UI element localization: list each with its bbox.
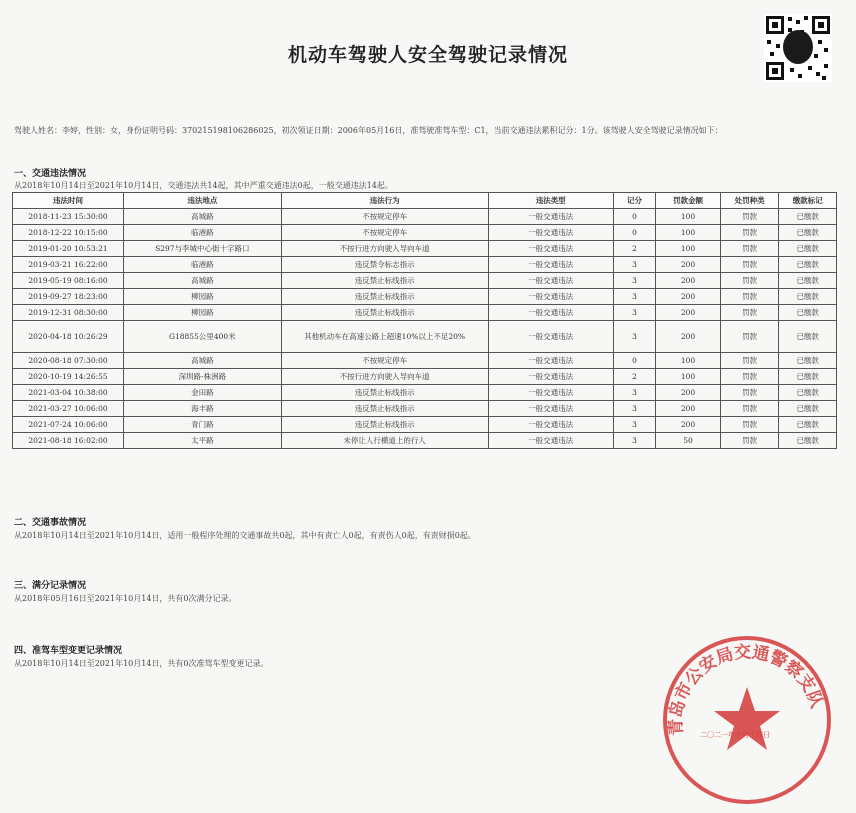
- table-row: [13, 305, 837, 321]
- cell-punishment: 罚款: [720, 433, 779, 449]
- table-row: [13, 385, 837, 401]
- cell-type: 一般交通违法: [488, 433, 613, 449]
- cell-act: 其他机动车在高速公路上超速10%以上不足20%: [281, 321, 488, 353]
- cell-place: 临港路: [124, 257, 282, 273]
- cell-act: 违反禁止标线指示: [281, 417, 488, 433]
- cell-place: 高城路: [124, 273, 282, 289]
- header-payment: 缴款标记: [779, 193, 837, 209]
- cell-place: 柳园路: [124, 305, 282, 321]
- table-row: [13, 209, 837, 225]
- table-row: [13, 241, 837, 257]
- cell-time: 2019-01-20 10:53:21: [13, 241, 124, 257]
- section-heading-full-score: 三、满分记录情况: [14, 581, 87, 591]
- cell-payment: 已缴款: [779, 321, 837, 353]
- cell-payment: 已缴款: [779, 241, 837, 257]
- cell-type: 一般交通违法: [488, 273, 613, 289]
- cell-fine: 200: [656, 305, 721, 321]
- table-row: [13, 369, 837, 385]
- cell-time: 2018-12-22 10:15:00: [13, 225, 124, 241]
- cell-score: 3: [613, 417, 655, 433]
- cell-punishment: 罚款: [720, 385, 779, 401]
- cell-act: 不按行进方向驶入导向车道: [281, 241, 488, 257]
- qr-code-icon: [764, 14, 832, 82]
- cell-act: 不按行进方向驶入导向车道: [281, 369, 488, 385]
- table-row: [13, 433, 837, 449]
- cell-fine: 100: [656, 353, 721, 369]
- section-heading-violations: 一、交通违法情况: [14, 169, 87, 179]
- cell-fine: 100: [656, 369, 721, 385]
- cell-type: 一般交通违法: [488, 289, 613, 305]
- cell-place: G18855公里400米: [124, 321, 282, 353]
- cell-place: 青门路: [124, 417, 282, 433]
- cell-payment: 已缴款: [779, 209, 837, 225]
- cell-time: 2021-07-24 10:06:00: [13, 417, 124, 433]
- table-row: [13, 273, 837, 289]
- cell-punishment: 罚款: [720, 241, 779, 257]
- seal-star-icon: [714, 687, 780, 750]
- cell-punishment: 罚款: [720, 257, 779, 273]
- driver-info-paragraph: 驾驶人姓名：李婷，性别：女，身份证明号码：370215198106286025，初次领证日期：2006年05月16日，准驾驶准驾车型：C1，当前交通违法累积记分：1分。该驾驶人安全驾驶记录情况如下：: [14, 126, 723, 135]
- cell-score: 3: [613, 305, 655, 321]
- header-score: 记分: [613, 193, 655, 209]
- cell-fine: 100: [656, 225, 721, 241]
- cell-score: 3: [613, 257, 655, 273]
- header-type: 违法类型: [488, 193, 613, 209]
- table-row: [13, 401, 837, 417]
- cell-type: 一般交通违法: [488, 353, 613, 369]
- cell-punishment: 罚款: [720, 353, 779, 369]
- cell-fine: 200: [656, 273, 721, 289]
- cell-fine: 200: [656, 289, 721, 305]
- official-seal-stamp: [655, 625, 840, 810]
- cell-type: 一般交通违法: [488, 401, 613, 417]
- cell-type: 一般交通违法: [488, 241, 613, 257]
- cell-payment: 已缴款: [779, 417, 837, 433]
- cell-act: 违反禁止标线指示: [281, 273, 488, 289]
- cell-fine: 200: [656, 321, 721, 353]
- cell-payment: 已缴款: [779, 305, 837, 321]
- cell-act: 不按规定停车: [281, 209, 488, 225]
- table-row: [13, 257, 837, 273]
- cell-fine: 100: [656, 209, 721, 225]
- cell-time: 2021-03-27 10:06:00: [13, 401, 124, 417]
- cell-place: 深圳路-株洲路: [124, 369, 282, 385]
- cell-punishment: 罚款: [720, 289, 779, 305]
- header-time: 违法时间: [13, 193, 124, 209]
- cell-payment: 已缴款: [779, 433, 837, 449]
- cell-score: 3: [613, 273, 655, 289]
- cell-payment: 已缴款: [779, 353, 837, 369]
- violations-summary: 从2018年10月14日至2021年10月14日，交通违法共14起，其中严重交通违法0起，一般交通违法14起。: [14, 181, 393, 190]
- cell-act: 未停让人行横道上的行人: [281, 433, 488, 449]
- cell-fine: 200: [656, 385, 721, 401]
- cell-act: 违反禁止标线指示: [281, 385, 488, 401]
- cell-place: 海丰路: [124, 401, 282, 417]
- cell-score: 0: [613, 209, 655, 225]
- cell-type: 一般交通违法: [488, 417, 613, 433]
- cell-fine: 200: [656, 401, 721, 417]
- cell-time: 2019-09-27 18:23:00: [13, 289, 124, 305]
- cell-time: 2020-04-18 10:26:29: [13, 321, 124, 353]
- cell-payment: 已缴款: [779, 257, 837, 273]
- cell-score: 0: [613, 225, 655, 241]
- cell-score: 3: [613, 385, 655, 401]
- cell-time: 2020-10-19 14:26:55: [13, 369, 124, 385]
- cell-fine: 100: [656, 241, 721, 257]
- cell-score: 2: [613, 369, 655, 385]
- cell-place: 临港路: [124, 225, 282, 241]
- table-row: [13, 353, 837, 369]
- cell-type: 一般交通违法: [488, 209, 613, 225]
- cell-score: 3: [613, 321, 655, 353]
- accidents-text: 从2018年10月14日至2021年10月14日，适用一般程序处理的交通事故共0起，其中有责亡人0起，有责伤人0起，有责财损0起。: [14, 531, 476, 540]
- cell-act: 违反禁止标线指示: [281, 305, 488, 321]
- cell-payment: 已缴款: [779, 273, 837, 289]
- violations-table-body: [13, 209, 837, 449]
- cell-act: 违反禁止标线指示: [281, 401, 488, 417]
- license-change-text: 从2018年10月14日至2021年10月14日，共有0次准驾车型变更记录。: [14, 659, 269, 668]
- table-row: [13, 289, 837, 305]
- cell-time: 2019-05-19 08:16:00: [13, 273, 124, 289]
- cell-act: 违反禁止标线指示: [281, 289, 488, 305]
- header-place: 违法地点: [124, 193, 282, 209]
- cell-time: 2020-08-18 07:30:00: [13, 353, 124, 369]
- cell-type: 一般交通违法: [488, 225, 613, 241]
- seal-ring-text: 青岛市公安局交通警察支队: [666, 642, 827, 737]
- table-row: [13, 321, 837, 353]
- cell-payment: 已缴款: [779, 401, 837, 417]
- cell-punishment: 罚款: [720, 321, 779, 353]
- full-score-text: 从2018年05月16日至2021年10月14日，共有0次满分记录。: [14, 594, 237, 603]
- cell-score: 2: [613, 241, 655, 257]
- cell-place: 柳园路: [124, 289, 282, 305]
- cell-type: 一般交通违法: [488, 369, 613, 385]
- cell-time: 2019-03-21 16:22:00: [13, 257, 124, 273]
- cell-act: 不按规定停车: [281, 225, 488, 241]
- section-heading-license-change: 四、准驾车型变更记录情况: [14, 646, 123, 656]
- cell-type: 一般交通违法: [488, 305, 613, 321]
- section-heading-accidents: 二、交通事故情况: [14, 518, 87, 528]
- table-header-row: [13, 193, 837, 209]
- header-fine: 罚款金额: [656, 193, 721, 209]
- header-punishment: 处罚种类: [720, 193, 779, 209]
- cell-act: 违反禁令标志指示: [281, 257, 488, 273]
- cell-score: 3: [613, 433, 655, 449]
- cell-score: 3: [613, 289, 655, 305]
- cell-place: 金田路: [124, 385, 282, 401]
- table-row: [13, 417, 837, 433]
- seal-date: 二〇二一年十月十四日: [700, 731, 770, 739]
- cell-punishment: 罚款: [720, 225, 779, 241]
- header-act: 违法行为: [281, 193, 488, 209]
- cell-type: 一般交通违法: [488, 321, 613, 353]
- cell-place: S297与李城中心街十字路口: [124, 241, 282, 257]
- cell-payment: 已缴款: [779, 385, 837, 401]
- cell-type: 一般交通违法: [488, 385, 613, 401]
- cell-score: 0: [613, 353, 655, 369]
- cell-fine: 50: [656, 433, 721, 449]
- cell-fine: 200: [656, 257, 721, 273]
- cell-time: 2021-03-04 10:38:00: [13, 385, 124, 401]
- table-row: [13, 225, 837, 241]
- cell-payment: 已缴款: [779, 369, 837, 385]
- cell-place: 高城路: [124, 353, 282, 369]
- cell-type: 一般交通违法: [488, 257, 613, 273]
- cell-time: 2021-08-18 16:02:00: [13, 433, 124, 449]
- cell-place: 太平路: [124, 433, 282, 449]
- cell-punishment: 罚款: [720, 305, 779, 321]
- cell-place: 高城路: [124, 209, 282, 225]
- cell-time: 2019-12-31 08:30:00: [13, 305, 124, 321]
- cell-punishment: 罚款: [720, 273, 779, 289]
- violations-table: [12, 192, 837, 449]
- cell-punishment: 罚款: [720, 417, 779, 433]
- cell-payment: 已缴款: [779, 225, 837, 241]
- cell-punishment: 罚款: [720, 401, 779, 417]
- cell-act: 不按规定停车: [281, 353, 488, 369]
- document-title: 机动车驾驶人安全驾驶记录情况: [287, 44, 568, 66]
- cell-score: 3: [613, 401, 655, 417]
- cell-fine: 200: [656, 417, 721, 433]
- cell-payment: 已缴款: [779, 289, 837, 305]
- cell-time: 2018-11-23 15:30:00: [13, 209, 124, 225]
- cell-punishment: 罚款: [720, 369, 779, 385]
- cell-punishment: 罚款: [720, 209, 779, 225]
